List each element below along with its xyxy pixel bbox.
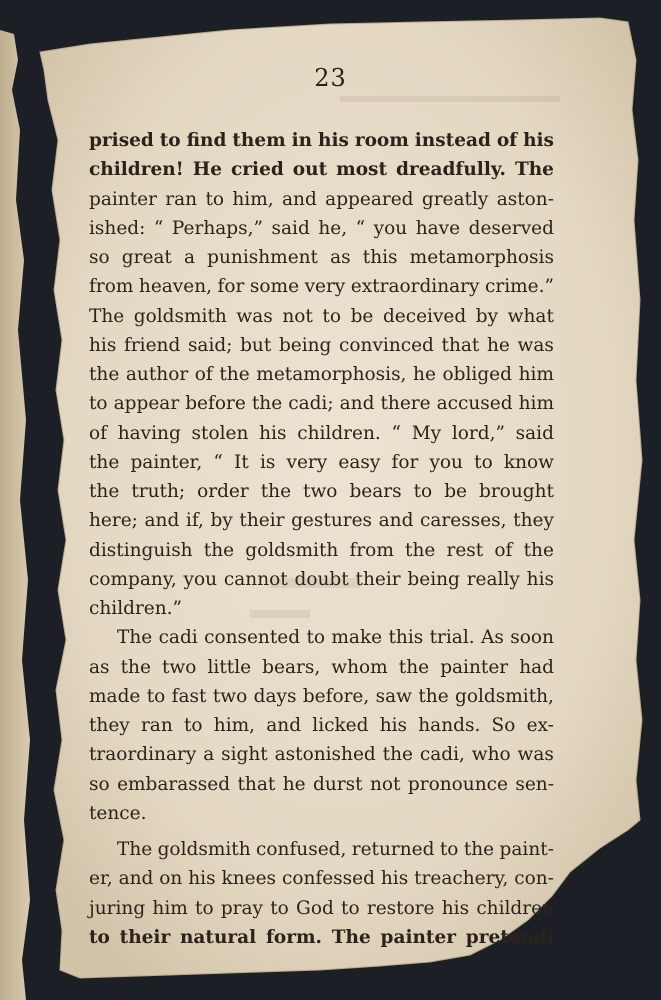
text-line: ished: “ Perhaps,” said he, “ you have deserved — [89, 217, 554, 239]
text-line: made to fast two days before, saw the goldsmith, — [89, 685, 554, 707]
text-line: the author of the metamorphosis, he obliged him — [89, 364, 554, 385]
text-line: the painter, “ It is very easy for you to know — [89, 451, 554, 473]
text-line: to appear before the cadi; and there accused him — [89, 393, 554, 415]
text-line: from heaven, for some very extraordinary crime.” — [89, 276, 554, 298]
text-line: so great a punishment as this metamorphosis — [89, 247, 554, 268]
text-line: the truth; order the two bears to be brought — [89, 481, 554, 502]
text-line: The cadi consented to make this trial. As soon — [117, 627, 554, 649]
body-text — [89, 126, 554, 952]
text-line: The goldsmith was not to be deceived by what — [89, 305, 554, 327]
text-line: children.” — [89, 598, 182, 619]
text-line: juring him to pray to God to restore his children — [89, 897, 554, 919]
text-line: they ran to him, and licked his hands. So ex- — [89, 715, 554, 736]
text-line: traordinary a sight astonished the cadi, who was — [89, 744, 554, 766]
page-number: 23 — [314, 64, 347, 92]
text-line: painter ran to him, and appeared greatly aston- — [89, 188, 554, 210]
text-line: tence. — [89, 802, 147, 824]
text-line: distinguish the goldsmith from the rest of the — [89, 539, 554, 561]
text-line: children! He cried out most dreadfully. The — [89, 159, 554, 181]
text-line: of having stolen his children. “ My lord,” said — [89, 422, 554, 444]
text-line: as the two little bears, whom the painter had — [89, 656, 554, 678]
text-line: prised to find them in his room instead of his — [89, 130, 554, 151]
text-line: company, you cannot doubt their being really his — [89, 568, 554, 590]
text-line: so embarassed that he durst not pronounce sen- — [89, 773, 554, 795]
text-line: here; and if, by their gestures and caresses, they — [89, 510, 554, 532]
text-line: er, and on his knees confessed his treachery, con- — [89, 868, 554, 890]
text-line: to their natural form. The painter pretendi — [89, 926, 554, 948]
text-line: The goldsmith confused, returned to the paint- — [117, 839, 554, 860]
text-line: his friend said; but being convinced that he was — [89, 334, 554, 356]
